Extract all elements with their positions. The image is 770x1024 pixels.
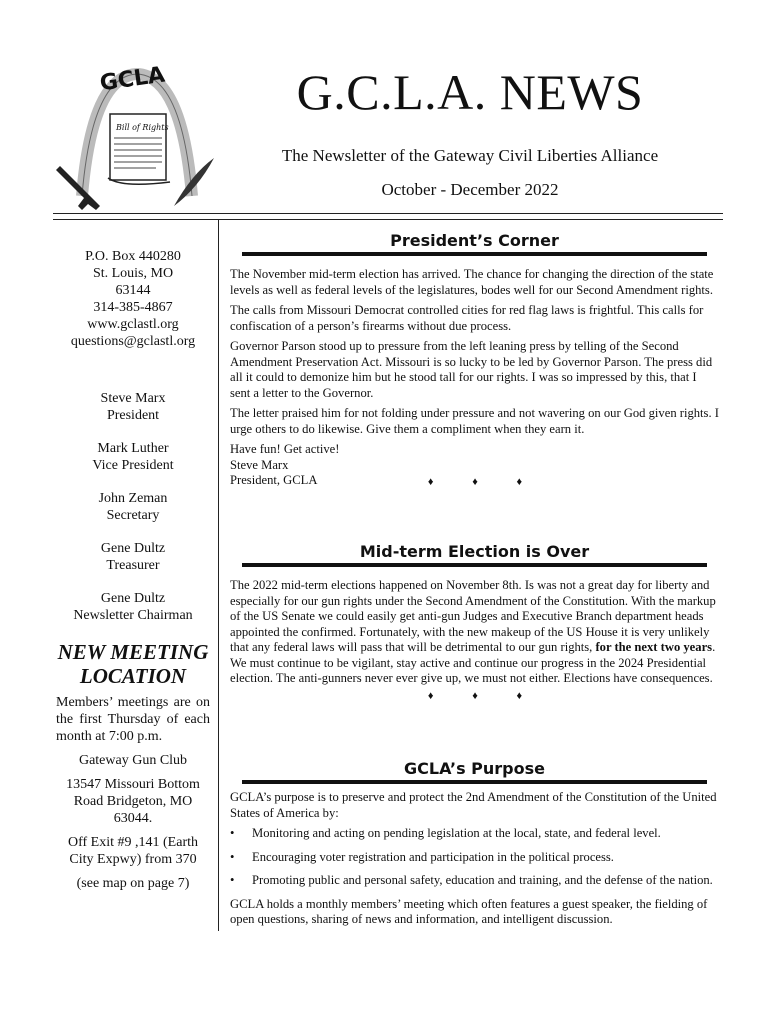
contact-block [56,248,210,350]
column-divider [218,219,219,931]
header-rule-bottom [53,219,723,220]
officer-role: Secretary [106,508,160,523]
meeting-map-note: (see map on page 7) [76,876,190,891]
presidents-corner-bar [242,252,707,256]
officer-newsletter-chairman [56,590,210,624]
svg-text:Bill of Rights: Bill of Rights [116,123,169,132]
paragraph: The November mid-term election has arrived. The chance for changing the direction of the state levels as well as federal levels of the legislatures, bodes well for our Second Amendment rights. [230,267,714,297]
website-link[interactable]: www.gclastl.org [87,317,179,332]
officer-name: Gene Dultz [100,541,166,556]
newsletter-subtitle: The Newsletter of the Gateway Civil Liberties Alliance [281,146,659,165]
purpose-list [230,826,720,889]
po-box: P.O. Box 440280 [85,249,181,264]
new-meeting-heading: NEW MEETING LOCATION [57,640,209,688]
bold-emphasis: for the next two years [595,640,713,654]
newsletter-title: G.C.L.A. NEWS [296,64,644,120]
officer-name: John Zeman [98,491,168,506]
gcla-logo [52,56,222,216]
purpose-bar [242,780,707,784]
list-item: • Promoting public and personal safety, education and training, and the defense of the nation. [252,873,720,889]
signoff-title: President, GCLA [230,473,318,487]
presidents-corner-heading: President’s Corner [390,231,559,250]
section-divider: ♦ ♦ ♦ [427,475,541,488]
meeting-venue: Gateway Gun Club [78,753,188,768]
paragraph: The calls from Missouri Democrat controlled cities for red flag laws is frightful. This calls for confiscation of a person’s firearms without due process. [230,303,704,333]
phone-number: 314-385-4867 [93,300,173,315]
sidebar [56,248,210,899]
officer-vice-president [56,440,210,474]
officer-president [56,390,210,424]
zip-code: 63144 [115,283,151,298]
purpose-closing: GCLA holds a monthly members’ meeting which often features a guest speaker, the fielding of open questions, sharing of news and information, and intelligent discussion. [230,896,708,926]
signoff-line: Have fun! Get active! [230,442,340,456]
email-link[interactable]: questions@gclastl.org [70,334,196,349]
section-divider: ♦ ♦ ♦ [427,689,541,702]
city-state: St. Louis, MO [92,266,174,281]
gateway-arch-logo-icon [52,56,222,216]
purpose-intro: GCLA’s purpose is to preserve and protect the 2nd Amendment of the Constitution of the United States of America by: [230,790,717,820]
midterm-heading: Mid-term Election is Over [359,542,590,561]
purpose-body [230,790,720,933]
paragraph: Governor Parson stood up to pressure from the left leaning press by telling of the Second Amendment Preservation Act. Missouri is so lucky to be led by Governor Parson. The press did all it could to demonize him but he stood tall for our rights. I was so impressed by this, that I sent a letter to the Governor. [230,339,713,400]
officer-treasurer [56,540,210,574]
meeting-schedule: Members’ meetings are on the first Thursday of each month at 7:00 p.m. [56,695,210,744]
signoff-name: Steve Marx [230,457,289,472]
officer-role: Vice President [92,458,174,473]
officer-role: President [106,408,160,423]
svg-text:GCLA: GCLA [98,62,167,97]
meeting-directions: Off Exit #9 ,141 (Earth City Expwy) from 370 [68,835,198,867]
midterm-body [230,578,720,704]
officer-role: Treasurer [106,558,160,573]
purpose-heading: GCLA’s Purpose [404,759,545,778]
list-item: • Encouraging voter registration and participation in the political process. [252,850,720,866]
midterm-bar [242,563,707,567]
officer-name: Mark Luther [97,441,169,456]
meeting-address: 13547 Missouri Bottom Road Bridgeton, MO 63044. [66,777,200,826]
officer-name: Gene Dultz [100,591,166,606]
paragraph: The letter praised him for not folding under pressure and not wavering on our God given rights. I urge others to do likewise. Give them a compliment when they earn it. [230,406,719,436]
midterm-paragraph: The 2022 mid-term elections happened on November 8th. Is was not a great day for liberty and especially for our gun rights under the Second Amendment of the Constitution. With the markup of the US Senate we could easily get anti-gun Judges and Executive Branch department heads appointed the confirmed. Fortunately, with the new makeup of the US House it is very unlikely that any federal laws will pass that will be detrimental to our gun rights, for the next two years. We must continue to be vigilant, stay active and continue our progress in the 2024 Presidential election. The anti-gunners never ever give up, we must not either. Elections have consequences. [230,578,716,685]
issue-date: October - December 2022 [381,180,559,199]
presidents-corner-body [230,267,720,490]
officer-name: Steve Marx [100,391,166,406]
officer-secretary [56,490,210,524]
list-item: • Monitoring and acting on pending legislation at the local, state, and federal level. [252,826,720,842]
header-rule-top [53,213,723,214]
officer-role: Newsletter Chairman [73,608,193,623]
